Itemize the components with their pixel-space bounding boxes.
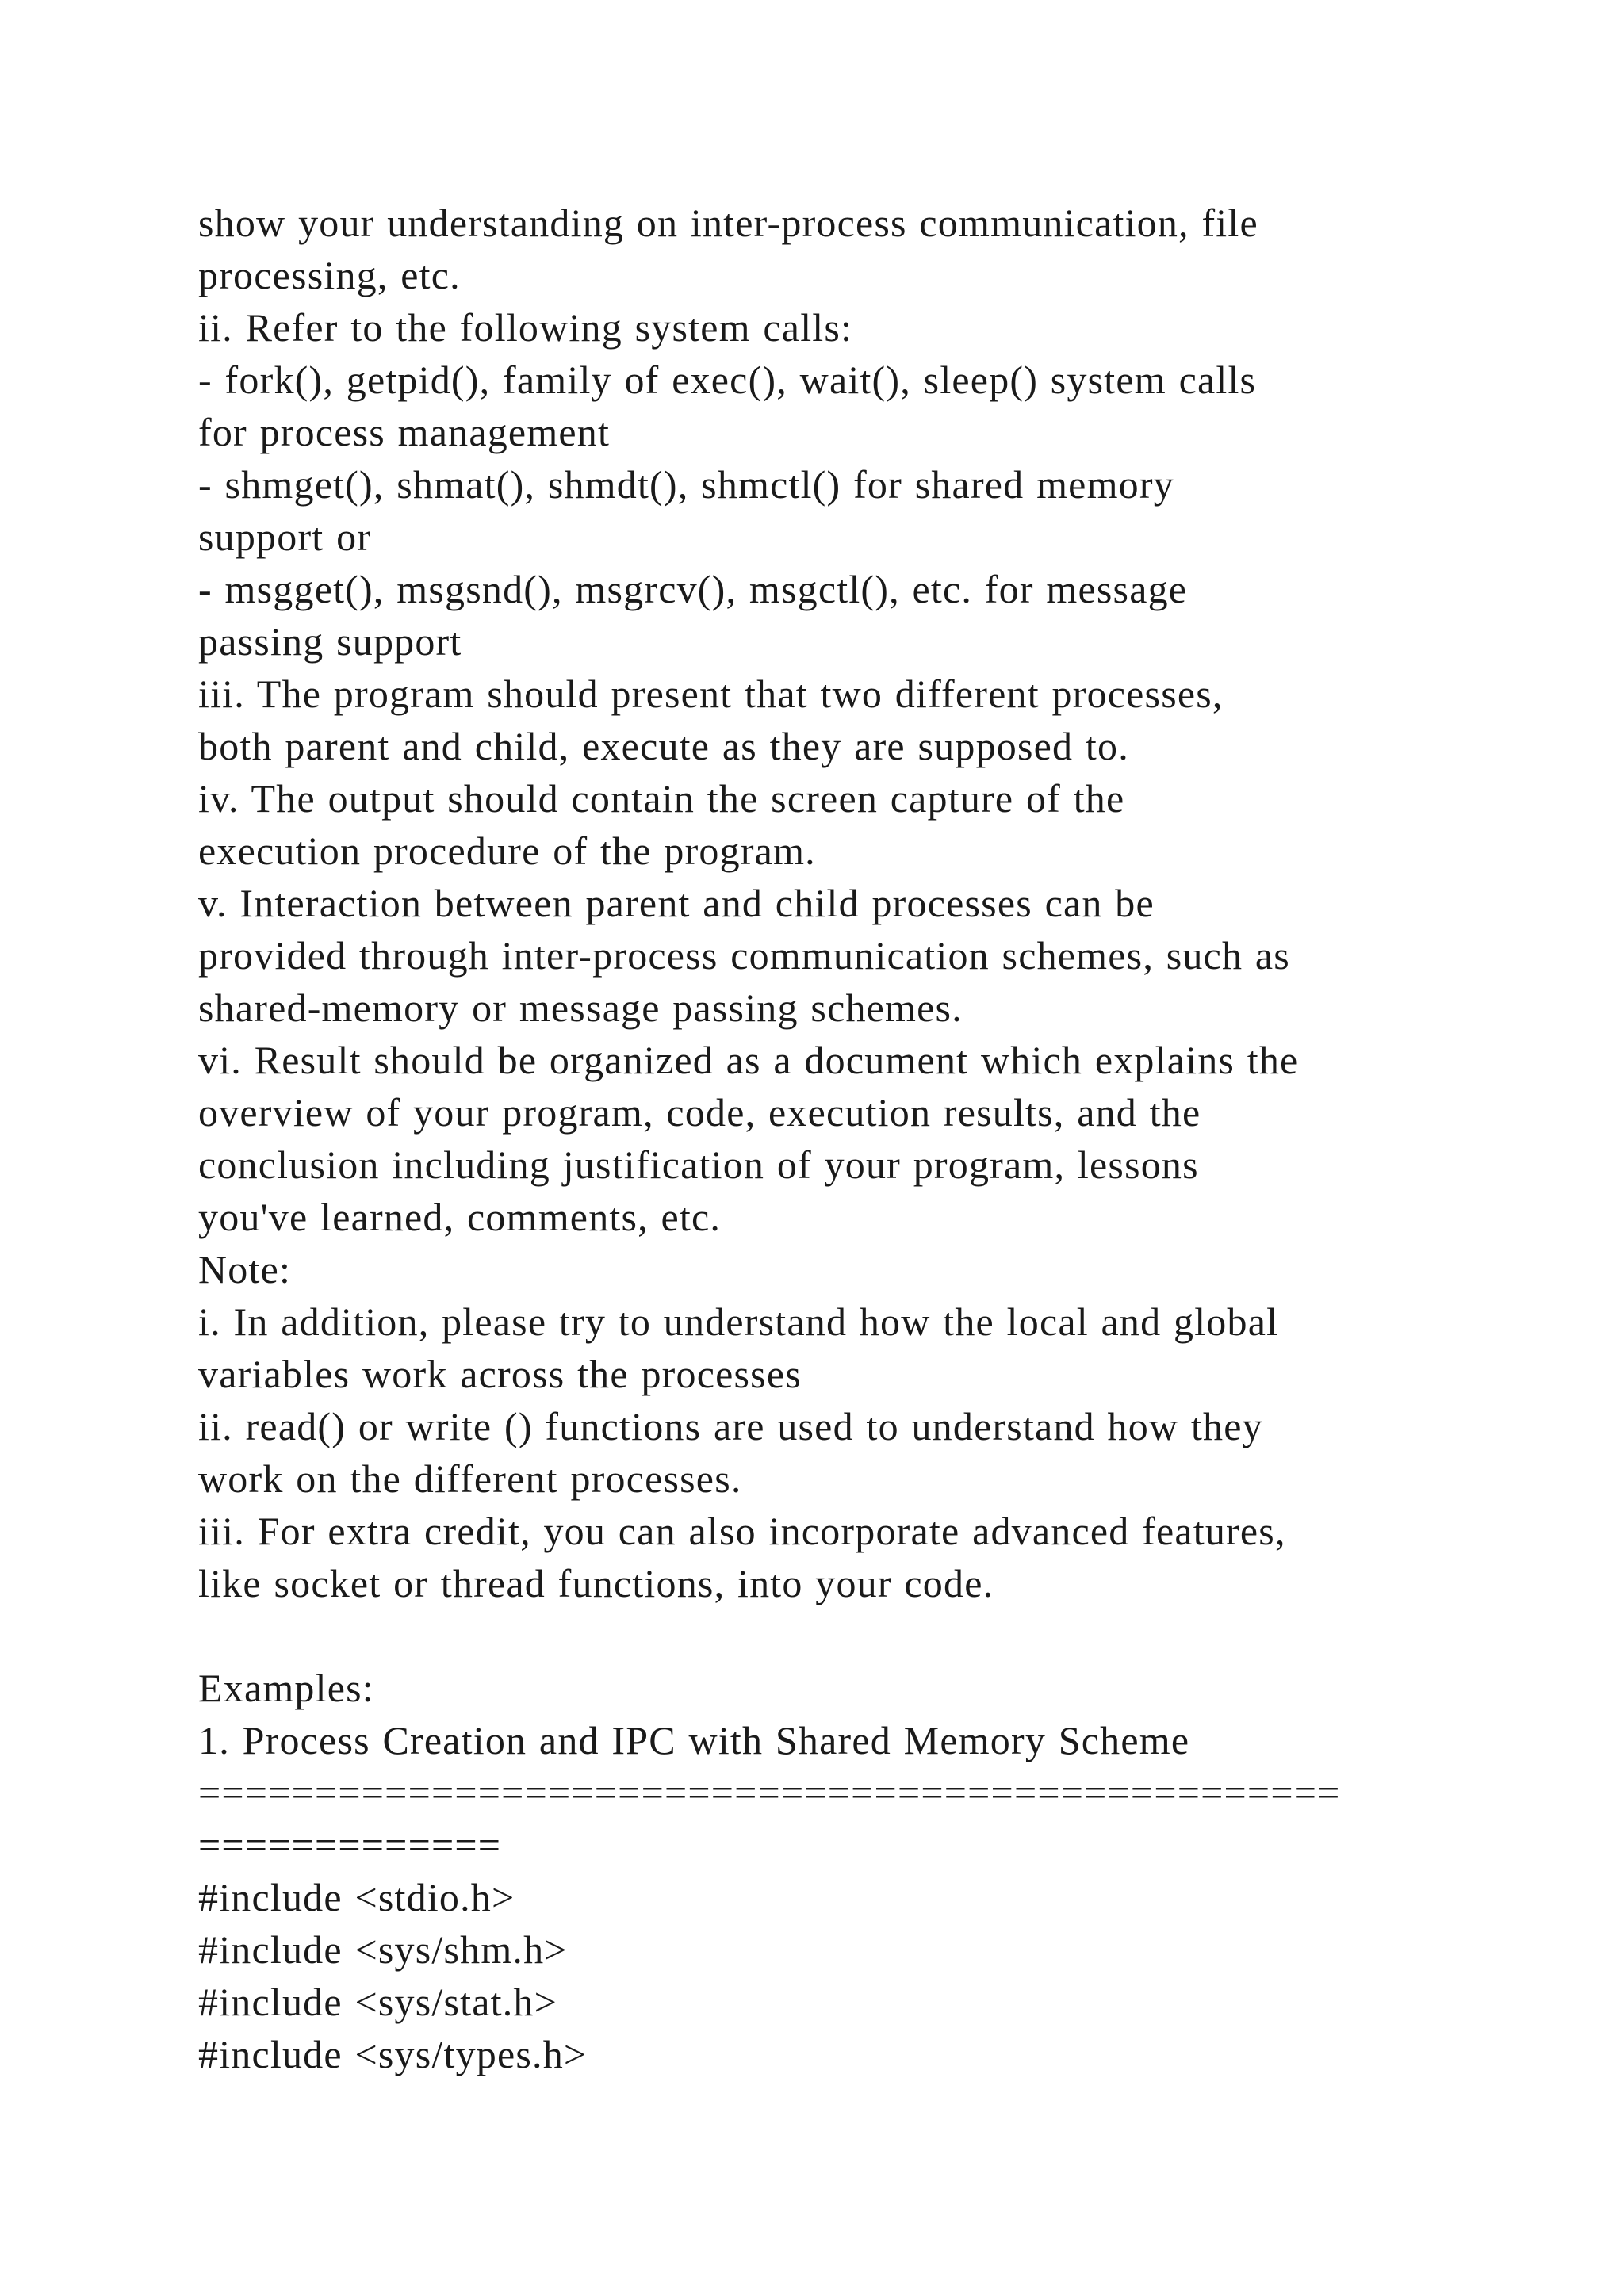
separator-line: ================================================= — [198, 1770, 1341, 1815]
text-line: overview of your program, code, execution results, and the — [198, 1090, 1201, 1135]
text-line: like socket or thread functions, into your code. — [198, 1561, 994, 1605]
code-line: #include <stdio.h> — [198, 1875, 515, 1919]
example-title: 1. Process Creation and IPC with Shared Memory Scheme — [198, 1718, 1190, 1762]
text-line: - fork(), getpid(), family of exec(), wait(), sleep() system calls — [198, 358, 1257, 402]
separator-line: ============= — [198, 1823, 502, 1867]
examples-heading: Examples: — [198, 1666, 374, 1710]
text-line: for process management — [198, 410, 611, 454]
note-heading: Note: — [198, 1247, 292, 1292]
text-line: conclusion including justification of your program, lessons — [198, 1142, 1199, 1187]
text-line: i. In addition, please try to understand how the local and global — [198, 1299, 1279, 1344]
text-line: both parent and child, execute as they are supposed to. — [198, 724, 1129, 768]
text-line: support or — [198, 515, 372, 559]
text-line: provided through inter-process communication schemes, such as — [198, 933, 1290, 978]
text-line: work on the different processes. — [198, 1456, 742, 1501]
text-line: iii. The program should present that two different processes, — [198, 672, 1224, 716]
text-line: variables work across the processes — [198, 1352, 802, 1396]
text-line: passing support — [198, 619, 462, 664]
text-line: show your understanding on inter-process communication, file — [198, 201, 1258, 245]
code-line: #include <sys/shm.h> — [198, 1927, 568, 1972]
code-line: #include <sys/stat.h> — [198, 1980, 558, 2024]
text-line: shared-memory or message passing schemes. — [198, 985, 963, 1030]
text-line: iii. For extra credit, you can also incorporate advanced features, — [198, 1509, 1286, 1553]
document-body — [198, 197, 1530, 2080]
blank-line — [198, 1609, 1530, 1662]
text-line: iv. The output should contain the screen capture of the — [198, 776, 1125, 821]
text-line: ii. Refer to the following system calls: — [198, 305, 853, 350]
text-line: you've learned, comments, etc. — [198, 1195, 722, 1239]
text-line: - msgget(), msgsnd(), msgrcv(), msgctl(), etc. for message — [198, 567, 1188, 611]
text-line: vi. Result should be organized as a document which explains the — [198, 1038, 1299, 1082]
text-line: processing, etc. — [198, 253, 461, 297]
code-line: #include <sys/types.h> — [198, 2032, 588, 2076]
text-line: execution procedure of the program. — [198, 828, 816, 873]
text-line: - shmget(), shmat(), shmdt(), shmctl() for shared memory — [198, 462, 1174, 507]
text-line: v. Interaction between parent and child processes can be — [198, 881, 1155, 925]
text-line: ii. read() or write () functions are used to understand how they — [198, 1404, 1263, 1448]
